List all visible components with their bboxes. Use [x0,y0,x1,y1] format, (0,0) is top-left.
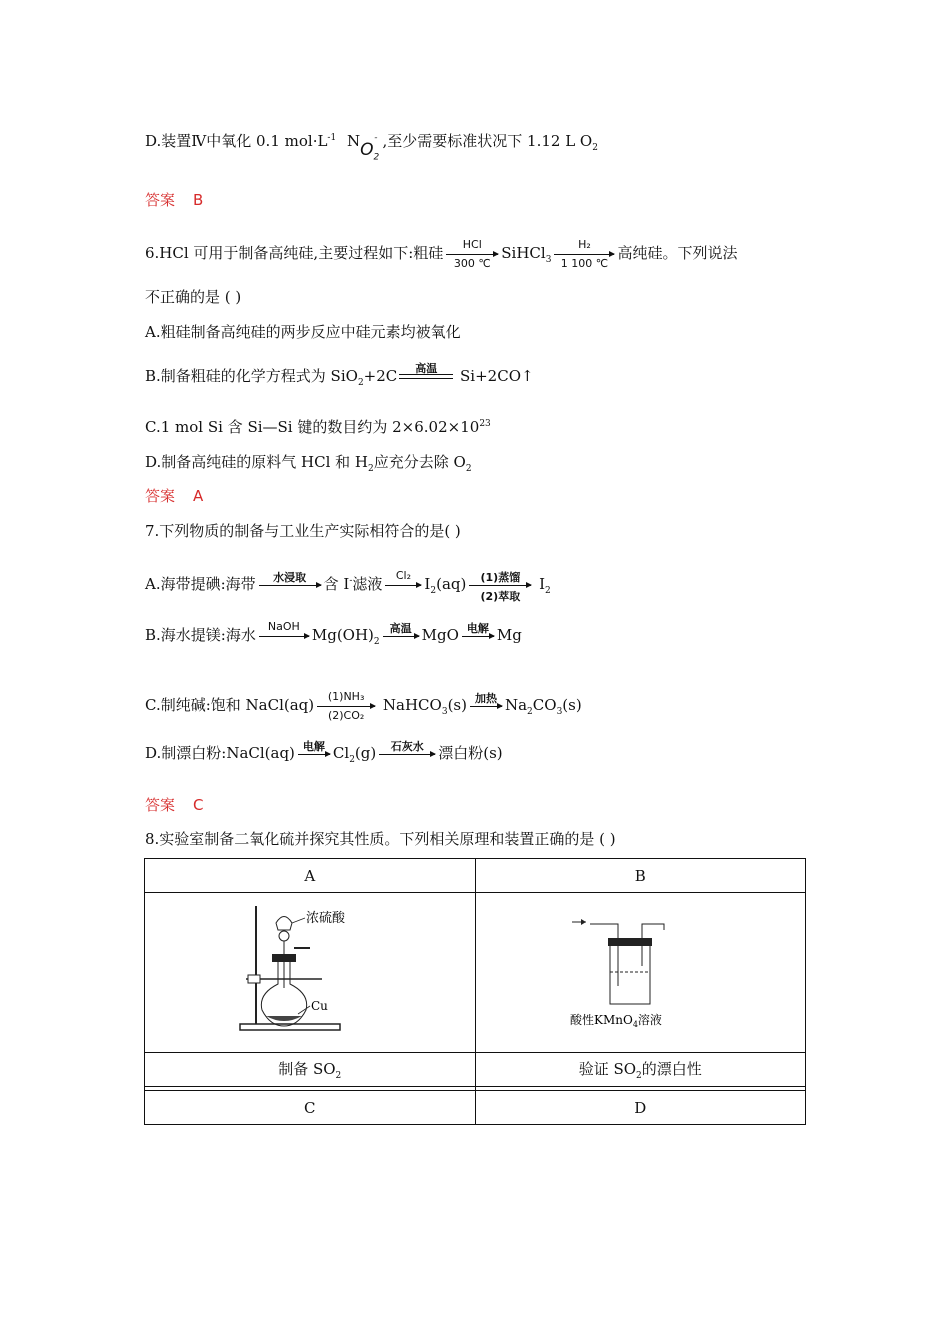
inlet-tube [590,924,618,986]
q5-optd-suffix: ,至少需要标准状况下 1.12 L O [382,132,593,150]
q6-option-b: B.制备粗硅的化学方程式为 SiO$_2$+2C 高温 Si+2CO↑ [145,361,534,388]
table-header-a: A [145,859,476,893]
table-header-b: B [475,859,806,893]
q7-option-b: B.海水提镁:海水 NaOH $Mg(OH)_2$ 高温 MgO 电解 Mg [145,619,522,647]
answer-value: C [193,796,204,814]
q7-option-a: A.海带提碘:海带 水浸取 含 I-滤液 Cl₂ $I_2(aq)$ (1)蒸馏 (2)萃取 $I_2$ [145,568,551,603]
q7a-arrow-1: 水浸取 [259,585,321,586]
q7-option-d: D.制漂白粉:NaCl(aq) 电解 $Cl_2(g)$ 石灰水 漂白粉(s) [145,739,503,765]
apparatus-b-cell [475,893,806,1053]
q6-arrow-2: $\frac{\text{H₂}}{1 100 ℃}$ [554,254,614,255]
q7d-arrow-1: 电解 [298,754,330,755]
q6-stem [145,237,738,270]
q5-optd-n: N [346,132,361,150]
q7c-arrow-2: 加热 [470,706,502,707]
q7a-arrow-3: (1)蒸馏 (2)萃取 [469,585,531,586]
apparatus-a-image [210,896,410,1046]
q5-optd-o2sub: 2 [592,143,598,153]
funnel-stopcock [279,931,289,941]
q5-option-d [145,130,598,163]
apparatus-b-image [530,896,750,1046]
q6-arrow-1: HCl 300 ℃ [446,254,498,255]
caption-a: 制备 $SO_2$ [145,1053,476,1087]
q6-stem-pre: 6.HCl 可用于制备高纯硅,主要过程如下:粗硅 [145,244,444,262]
q6-option-d: D.制备高纯硅的原料气 HCl 和 $H_2$应充分去除 $O_2$ [145,453,472,474]
q7b-arrow-3: 电解 [462,636,494,637]
q7b-arrow-1: NaOH [259,636,309,637]
table-header-c: C [145,1091,476,1125]
q7d-arrow-2: 石灰水 [379,754,435,755]
answer-label: 答案 [145,191,176,209]
answer-7 [145,794,204,815]
answer-label: 答案 [145,487,176,505]
q6-stem-post: 高纯硅。下列说法 [617,244,738,262]
q7b-arrow-2: 高温 [383,636,419,637]
label-kmno4: 酸性KMnO$_4$溶液 [570,1012,663,1029]
q8-options-table [144,858,806,1125]
flask-stopper [272,954,296,962]
gas-bottle [610,946,650,1004]
q5-optd-exp: -1 [327,133,337,143]
answer-label: 答案 [145,796,176,814]
q7a-arrow-2: Cl₂ [385,585,421,586]
clamp [248,975,260,983]
answer-value: B [193,191,204,209]
q5-optd-o: $O_2^-$ [360,133,380,163]
q8-stem: 8.实验室制备二氧化硫并探究其性质。下列相关原理和装置正确的是 ( ) [145,830,616,848]
separatory-funnel [276,916,292,930]
q7-stem: 7.下列物质的制备与工业生产实际相符合的是( ) [145,522,461,540]
caption-b: 验证 $SO_2$的漂白性 [475,1053,806,1087]
answer-value: A [193,487,204,505]
answer-6 [145,485,203,506]
copper-solid [266,1016,302,1021]
q6-equals-sign: 高温 [399,376,453,379]
table-header-d: D [475,1091,806,1125]
apparatus-a-cell [145,893,476,1053]
q6-mid-sub: 3 [545,255,552,265]
q6-option-a: A.粗硅制备高纯硅的两步反应中硅元素均被氧化 [145,323,461,341]
q6-mid: SiHCl [501,244,546,262]
label-conc-sulfuric: 浓硫酸 [305,910,345,926]
label-cu: Cu [310,998,328,1013]
bottle-stopper [608,938,652,946]
q6-stem-line2: 不正确的是 ( ) [145,288,242,306]
q5-optd-prefix: D.装置Ⅳ中氧化 0.1 mol·L [145,132,328,150]
q7-option-c: C.制纯碱:饱和 NaCl(aq) $\frac{\text{(1)NH₃}}{\text{(2)CO₂}}$ NaHCO$_3$(s) 加热 $Na_2CO_3(s)$ [145,689,582,722]
answer-5 [145,189,203,210]
q7c-arrow-1: $\frac{\text{(1)NH₃}}{\text{(2)CO₂}}$ [317,706,375,707]
q6-option-c: C.1 mol Si 含 Si—Si 键的数目约为 $2\times 6.02\times 10^{23}$ [145,418,491,436]
